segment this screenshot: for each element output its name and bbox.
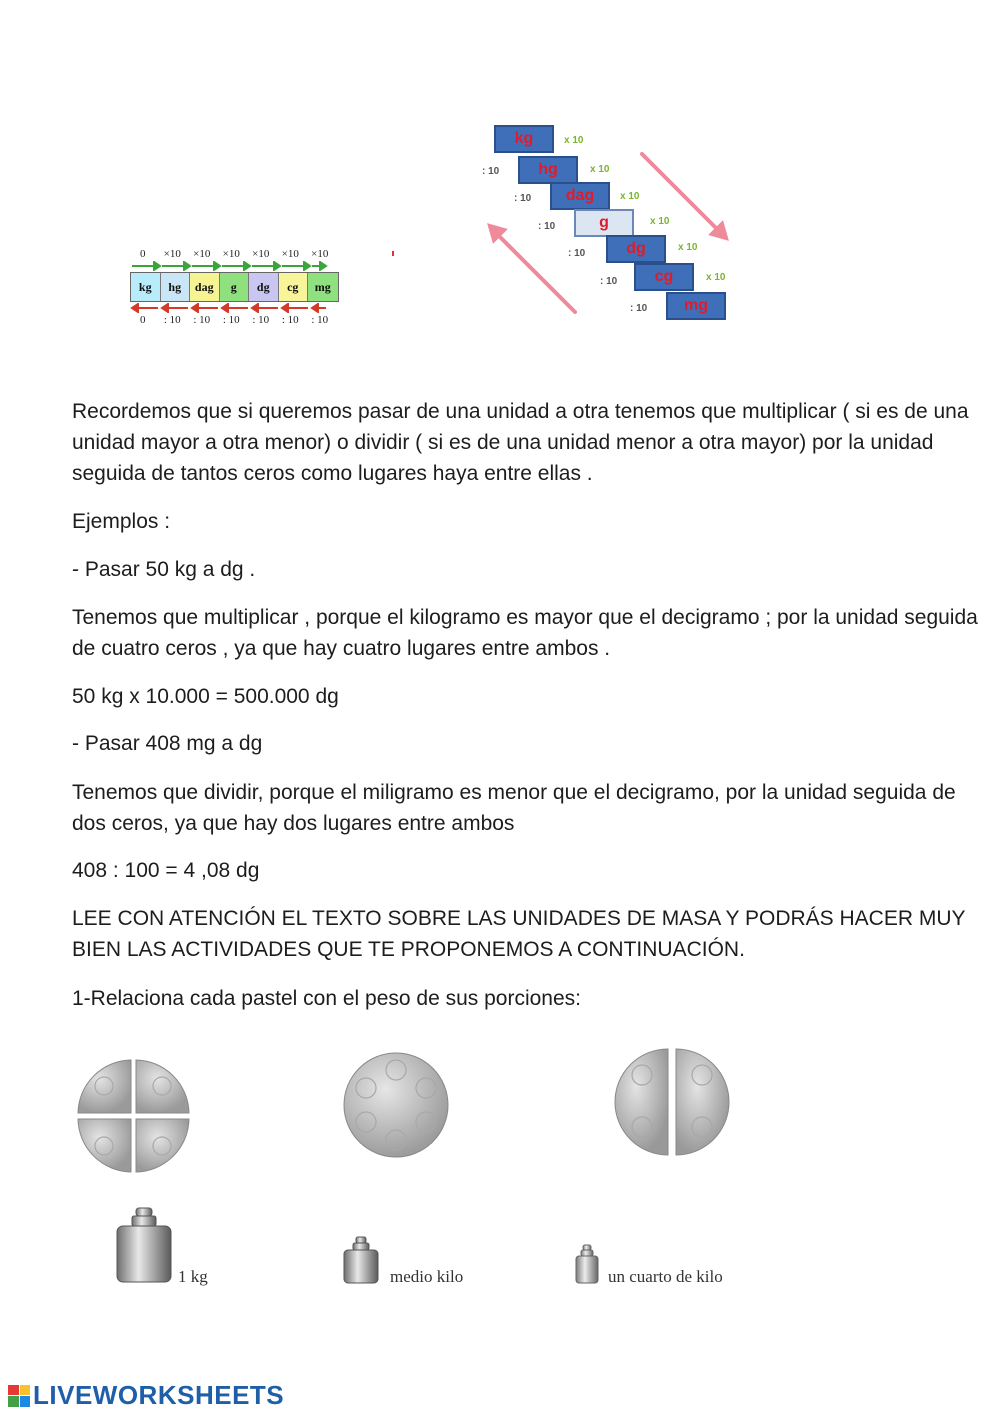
weight-quarter-kilo-icon	[574, 1244, 600, 1289]
green-arrows	[128, 261, 343, 271]
bottom-label: : 10	[163, 314, 181, 326]
stair-step-g: g	[574, 209, 634, 237]
cake-whole-image	[341, 1050, 451, 1160]
unit-cell: kg	[131, 273, 161, 301]
stair-step-mg: mg	[666, 292, 726, 320]
example1-result: 50 kg x 10.000 = 500.000 dg	[72, 685, 339, 708]
multiply-label: x 10	[620, 191, 640, 202]
divide-label: : 10	[568, 248, 586, 259]
intro-paragraph: Recordemos que si queremos pasar de una unidad a otra tenemos que multiplicar ( si es de una unidad mayor a otra menor) o dividir ( si es de una unidad menor a otra mayor) por la unidad seguida de tantos ceros como lugares haya entre ellas .	[72, 400, 969, 485]
unit-conversion-table	[128, 248, 343, 330]
red-arrows	[128, 303, 343, 313]
unit-cell: mg	[308, 273, 338, 301]
unit-cell: dg	[249, 273, 279, 301]
stair-step-cg: cg	[634, 263, 694, 291]
multiply-label: x 10	[590, 164, 610, 175]
exercise1-instruction: 1-Relaciona cada pastel con el peso de sus porciones:	[72, 987, 581, 1010]
example1-explanation: Tenemos que multiplicar , porque el kilogramo es mayor que el decigramo ; por la unidad seguida de cuatro ceros , ya que hay cuatro lugares entre ambos .	[72, 606, 978, 660]
top-label: ×10	[281, 248, 299, 260]
logo-text: LIVEWORKSHEETS	[33, 1380, 285, 1410]
divide-label: : 10	[630, 303, 648, 314]
logo-badge-icon	[8, 1385, 30, 1407]
unit-cell: dag	[190, 273, 220, 301]
top-label: ×10	[252, 248, 270, 260]
top-label: ×10	[222, 248, 240, 260]
example2-result: 408 : 100 = 4 ,08 dg	[72, 859, 260, 882]
bottom-label: : 10	[222, 314, 240, 326]
example2-explanation: Tenemos que dividir, porque el miligramo es menor que el decigramo, por la unidad seguida de dos ceros, ya que hay dos lugares entre ambos	[72, 781, 956, 835]
unit-stair-diagram	[480, 120, 750, 330]
multiply-label: x 10	[678, 242, 698, 253]
cake-halves-image	[612, 1047, 732, 1157]
weight-1kg-label: 1 kg	[178, 1267, 208, 1286]
bottom-label: : 10	[252, 314, 270, 326]
multiply-labels-row	[128, 248, 335, 260]
bottom-label: : 10	[193, 314, 211, 326]
top-label: ×10	[311, 248, 329, 260]
example2-title: - Pasar 408 mg a dg	[72, 732, 263, 755]
stair-step-hg: hg	[518, 156, 578, 184]
unit-cell: g	[220, 273, 250, 301]
bottom-label: 0	[140, 314, 146, 326]
bottom-label: : 10	[281, 314, 299, 326]
top-label: ×10	[163, 248, 181, 260]
weight-half-kilo-icon	[342, 1236, 380, 1289]
multiply-label: x 10	[706, 272, 726, 283]
divide-labels-row	[128, 314, 335, 326]
unit-cell: hg	[161, 273, 191, 301]
stair-step-dg: dg	[606, 235, 666, 263]
multiply-label: x 10	[650, 216, 670, 227]
top-label: ×10	[193, 248, 211, 260]
divide-label: : 10	[514, 193, 532, 204]
weight-1kg-icon	[114, 1206, 174, 1289]
divide-label: : 10	[600, 276, 618, 287]
bottom-label: : 10	[311, 314, 329, 326]
divide-label: : 10	[538, 221, 556, 232]
weight-half-kilo-label: medio kilo	[390, 1267, 464, 1286]
example1-title: - Pasar 50 kg a dg .	[72, 558, 256, 581]
cake-quarters-image	[76, 1058, 191, 1173]
examples-heading: Ejemplos :	[72, 510, 171, 533]
liveworksheets-logo[interactable]	[8, 1380, 284, 1411]
stray-mark	[392, 251, 394, 256]
unit-cell: cg	[279, 273, 309, 301]
weight-quarter-kilo-label: un cuarto de kilo	[608, 1267, 723, 1286]
stair-step-kg: kg	[494, 125, 554, 153]
top-label: 0	[140, 248, 146, 260]
stair-step-dag: dag	[550, 182, 610, 210]
multiply-label: x 10	[564, 135, 584, 146]
unit-cells	[130, 272, 339, 302]
divide-label: : 10	[482, 166, 500, 177]
notice-paragraph: LEE CON ATENCIÓN EL TEXTO SOBRE LAS UNIDADES DE MASA Y PODRÁS HACER MUY BIEN LAS ACTIVIDADES QUE TE PROPONEMOS A CONTINUACIÓN.	[72, 907, 966, 961]
